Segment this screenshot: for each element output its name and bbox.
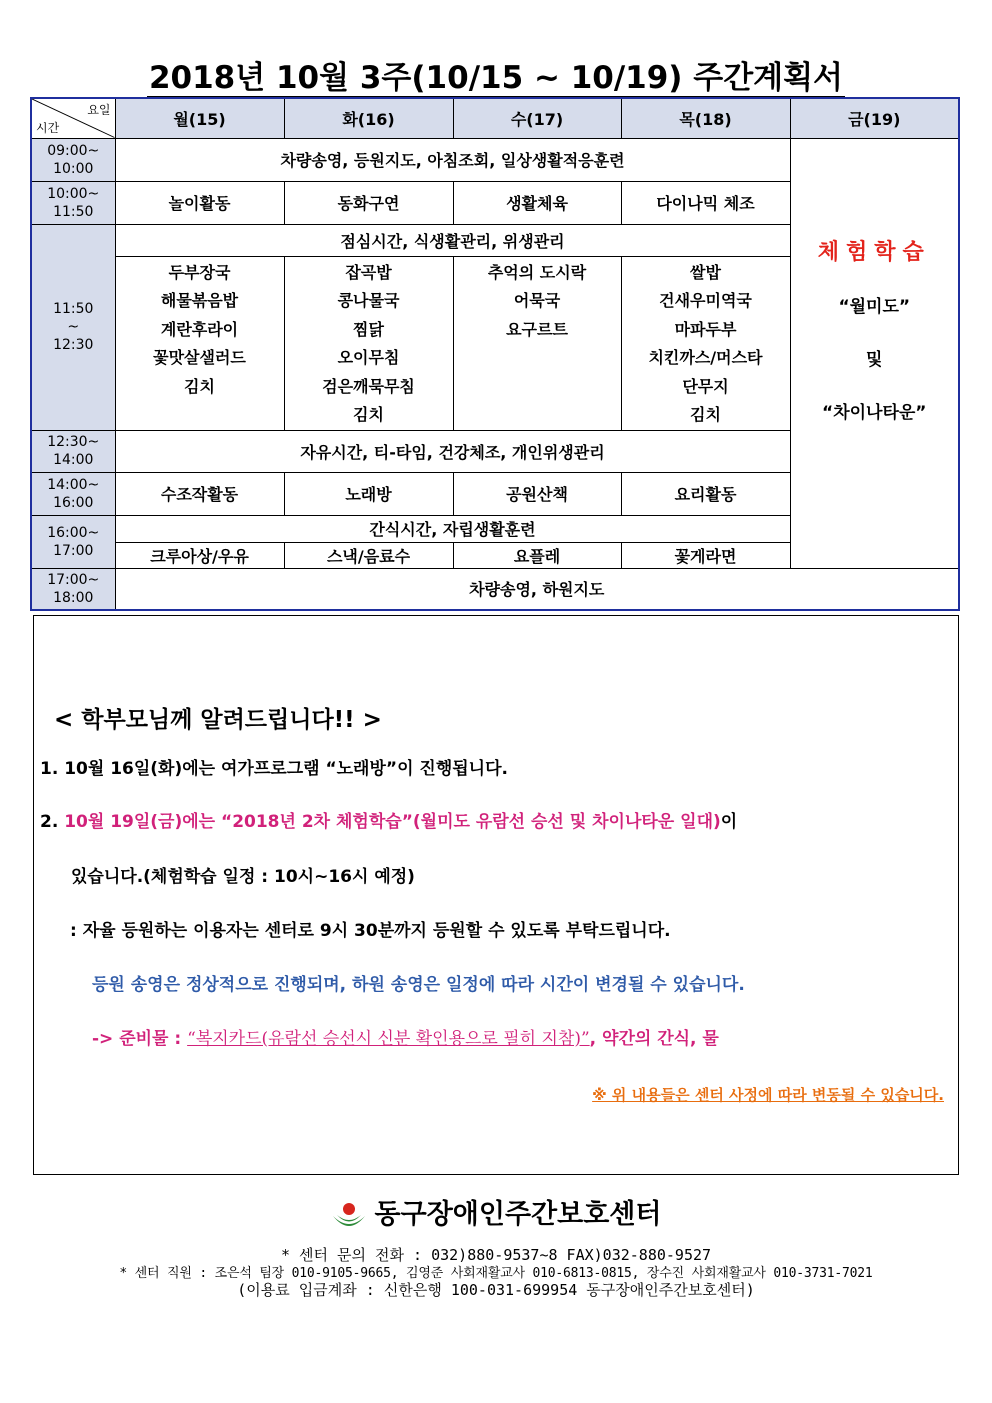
time-slot: 09:00~ 10:00 [31,138,115,181]
day-header-thu: 목(18) [621,98,790,138]
footer-staff: * 센터 직원 : 조은석 팀장 010-9105-9665, 김영준 사회재활교사 010-6813-0815, 장수진 사회재활교사 010-3731-7021 [119,1266,873,1281]
time-slot: 17:00~ 18:00 [31,568,115,610]
activity-cell: 다이나믹 체조 [621,181,790,224]
friday-cell [790,138,959,568]
snack-cell: 꽃게라면 [621,542,790,568]
activity-cell: 공원산책 [453,472,621,515]
activity-cell: 차량송영, 하원지도 [115,568,959,610]
time-slot: 11:50 ~ 12:30 [31,224,115,430]
activity-cell: 놀이활동 [115,181,284,224]
logo-text: 동구장애인주간보호센터 [374,1199,662,1230]
friday-line1: “월미도” [838,296,911,317]
day-header-tue: 화(16) [284,98,453,138]
friday-line2: 및 [866,349,883,370]
snack-cell: 크루아상/우유 [115,542,284,568]
notice-item-1: 1. 10월 16일(화)에는 여가프로그램 “노래방”이 진행됩니다. [40,759,508,779]
activity-cell: 생활체육 [453,181,621,224]
menu-cell: 두부장국 해물볶음밥 계란후라이 꽃맛살샐러드 김치 [115,256,284,430]
notice-item-2-number: 2. [40,812,59,832]
menu-cell: 잡곡밥 콩나물국 찜닭 오이무침 검은깨묵무침 김치 [284,256,453,430]
activity-cell: 점심시간, 식생활관리, 위생관리 [115,224,790,256]
time-slot: 12:30~ 14:00 [31,430,115,472]
corner-time-label: 시간 [36,120,60,135]
friday-title: 체험학습 [817,239,931,265]
notice-item-3: : 자율 등원하는 이용자는 센터로 9시 30분까지 등원할 수 있도록 부탁드립니다. [70,921,671,941]
activity-cell: 간식시간, 자립생활훈련 [115,515,790,542]
notice-preparation [92,1024,719,1049]
notice-title: < 학부모님께 알려드립니다!! > [54,707,382,733]
weekly-schedule-table [30,97,960,611]
notice-item-2-highlight: 10월 19일(금)에는 “2018년 2차 체험학습”(월미도 유람선 승선 및 차이나타운 일대) [58,812,721,832]
menu-cell: 추억의 도시락 어묵국 요구르트 [453,256,621,430]
prep-label: -> 준비물 : [92,1029,188,1049]
menu-cell: 쌀밥 건새우미역국 마파두부 치킨까스/머스타 단무지 김치 [621,256,790,430]
notice-box [33,615,959,1175]
activity-cell: 요리활동 [621,472,790,515]
snack-cell: 요플레 [453,542,621,568]
friday-line3: “차이나타운” [822,402,927,423]
time-slot: 14:00~ 16:00 [31,472,115,515]
activity-cell: 노래방 [284,472,453,515]
prep-item: “복지카드(유람선 승선시 신분 확인용으로 필히 지참)” [187,1029,590,1049]
time-slot: 16:00~ 17:00 [31,515,115,568]
snack-cell: 스낵/음료수 [284,542,453,568]
logo-icon [331,1202,367,1230]
footer-account: (이용료 입금계좌 : 신한은행 100-031-699954 동구장애인주간보호센터) [237,1281,755,1299]
activity-cell: 차량송영, 등원지도, 아침조회, 일상생활적응훈련 [115,138,790,181]
day-header-fri: 금(19) [790,98,959,138]
center-logo [0,1192,992,1231]
corner-day-label: 요일 [87,103,111,117]
notice-item-2 [40,807,737,832]
time-slot: 10:00~ 11:50 [31,181,115,224]
notice-item-2-continued: 있습니다.(체험학습 일정 : 10시~16시 예정) [71,867,415,887]
activity-cell: 수조작활동 [115,472,284,515]
footer-phone: * 센터 문의 전화 : 032)880-9537~8 FAX)032-880-9527 [280,1246,712,1264]
prep-rest: , 약간의 간식, 물 [589,1029,719,1049]
notice-remark: ※ 위 내용들은 센터 사정에 따라 변동될 수 있습니다. [592,1086,944,1104]
notice-item-2-end: 이 [720,812,738,832]
day-header-wed: 수(17) [453,98,621,138]
activity-cell: 동화구연 [284,181,453,224]
page-title: 2018년 10월 3주(10/15 ~ 10/19) 주간계획서 [148,60,844,96]
notice-item-4: 등원 송영은 정상적으로 진행되며, 하원 송영은 일정에 따라 시간이 변경될 수 있습니다. [92,975,745,995]
day-header-mon: 월(15) [115,98,284,138]
header-corner [31,98,115,138]
activity-cell: 자유시간, 티-타임, 건강체조, 개인위생관리 [115,430,790,472]
